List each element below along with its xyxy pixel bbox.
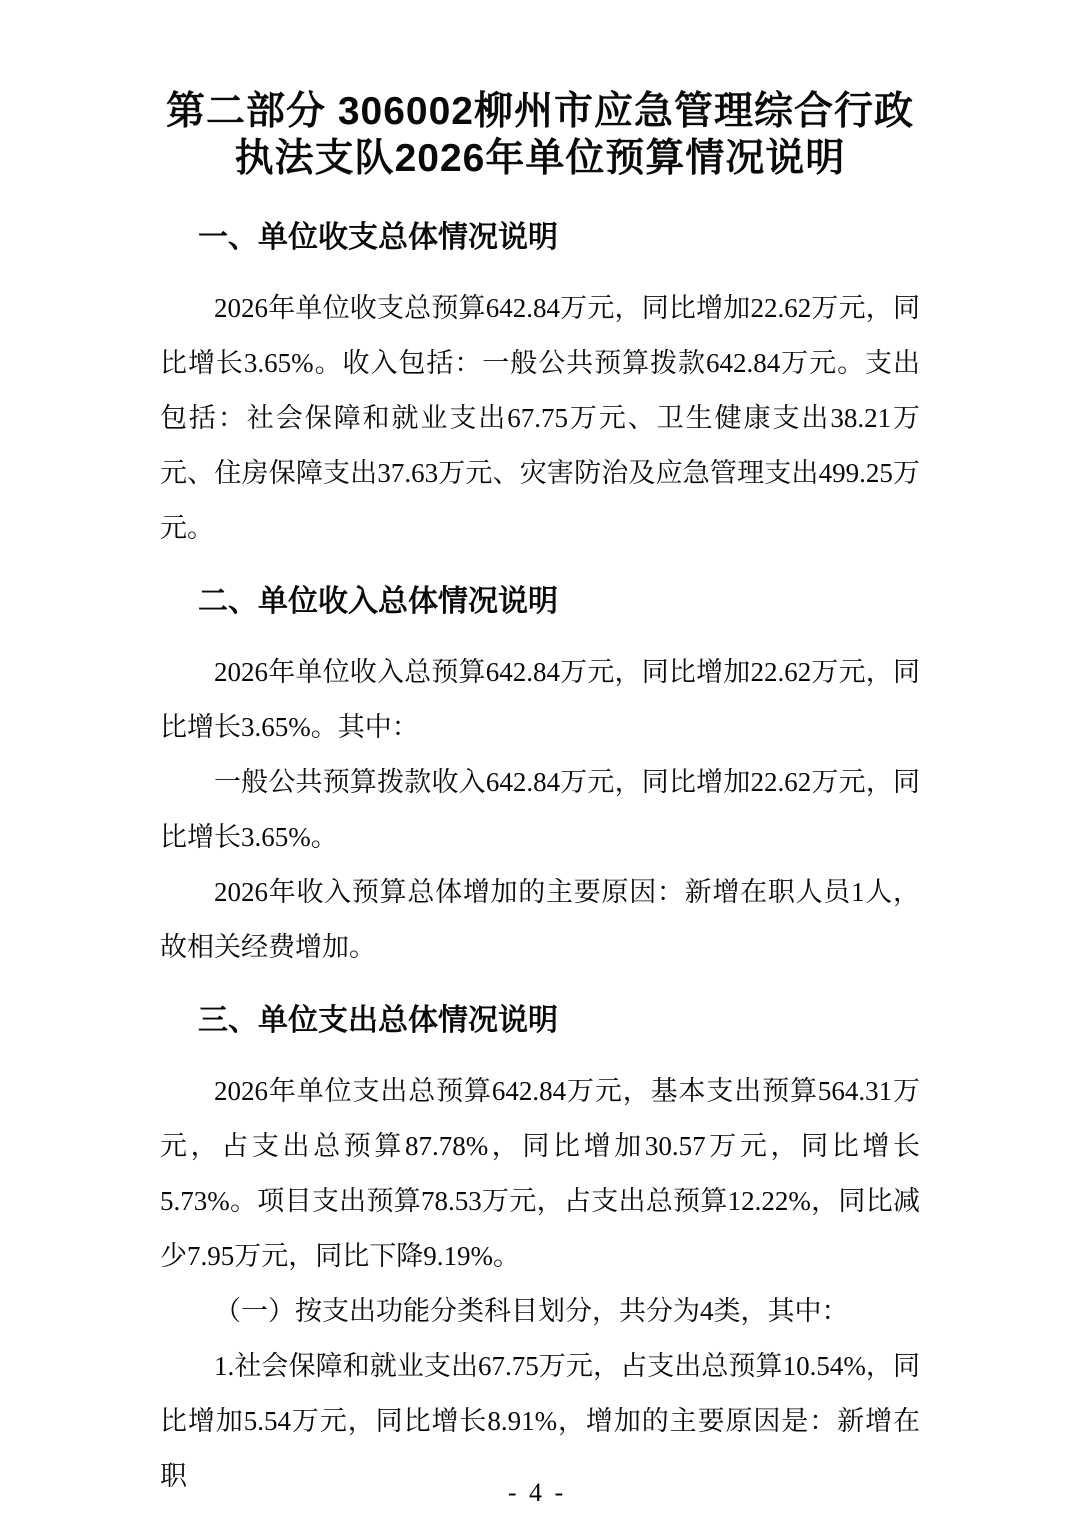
paragraph: 2026年单位支出总预算642.84万元，基本支出预算564.31万元，占支出总预算87.78%，同比增加30.57万元，同比增长5.73%。项目支出预算78.53万元，占支出总预算12.22%，同比减少7.95万元，同比下降9.19%。	[160, 1076, 920, 1271]
paragraph: 2026年单位收支总预算642.84万元，同比增加22.62万元，同比增长3.65%。收入包括：一般公共预算拨款642.84万元。支出包括：社会保障和就业支出67.75万元、卫生健康支出38.21万元、住房保障支出37.63万元、灾害防治及应急管理支出499.25万元。	[160, 293, 920, 543]
page-title	[160, 88, 920, 182]
paragraph: （一）按支出功能分类科目划分，共分为4类，其中：	[214, 1296, 849, 1326]
section-heading-3: 三、单位支出总体情况说明	[198, 1004, 558, 1037]
section-heading-2: 二、单位收入总体情况说明	[198, 585, 558, 618]
title-line-1: 第二部分 306002柳州市应急管理综合行政	[166, 90, 914, 133]
section-income-expense-overview	[160, 210, 920, 556]
paragraph: 2026年单位收入总预算642.84万元，同比增加22.62万元，同比增长3.65%。其中：	[160, 657, 920, 742]
section-income-overview	[160, 574, 920, 975]
page-number: - 4 -	[507, 1478, 567, 1507]
paragraph: 2026年收入预算总体增加的主要原因：新增在职人员1人，故相关经费增加。	[160, 877, 920, 962]
paragraph: 一般公共预算拨款收入642.84万元，同比增加22.62万元，同比增长3.65%。	[160, 767, 920, 852]
section-heading-1: 一、单位收支总体情况说明	[198, 221, 558, 254]
title-line-2: 执法支队2026年单位预算情况说明	[234, 137, 846, 180]
section-expense-overview	[160, 993, 920, 1504]
paragraph: 1.社会保障和就业支出67.75万元，占支出总预算10.54%，同比增加5.54万元，同比增长8.91%，增加的主要原因是：新增在职	[160, 1351, 920, 1491]
